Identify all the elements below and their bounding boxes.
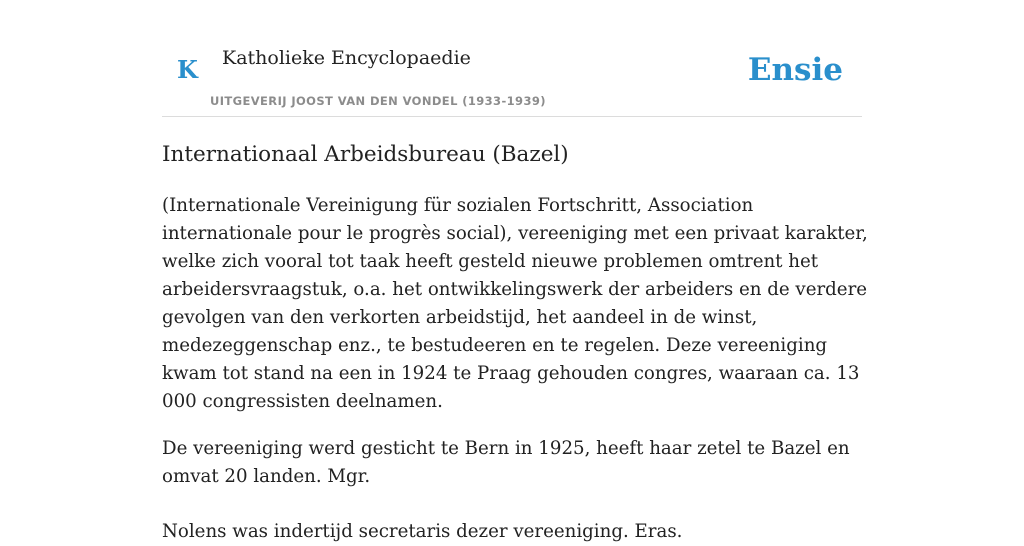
site-header bbox=[162, 0, 862, 117]
encyclopedia-title-link[interactable]: Katholieke Encyclopaedie bbox=[222, 47, 471, 69]
publisher-label: UITGEVERIJ JOOST VAN DEN VONDEL (1933-1939) bbox=[210, 94, 546, 108]
encyclopedia-logo-icon[interactable]: K bbox=[177, 55, 198, 84]
article-paragraph: Nolens was indertijd secretaris dezer vereeniging. Eras. bbox=[162, 521, 683, 542]
article-paragraph: (Internationale Vereinigung für sozialen Fortschritt, Association internationale pour le progrès social), vereeniging met een privaat karakter, welke zich vooral tot taak heeft gesteld nieuwe problemen omtrent het arbeidersvraagstuk, o.a. het ontwikkelingswerk der arbeiders en de verdere gevolgen van den verkorten arbeidstijd, het aandeel in de winst, medezeggenschap enz., te bestudeeren en te regelen. Deze vereeniging kwam tot stand na een in 1924 te Praag gehouden congres, waaraan ca. 13 000 congressisten deelnamen. bbox=[162, 195, 868, 412]
article-paragraph: De vereeniging werd gesticht te Bern in 1925, heeft haar zetel te Bazel en omvat 20 landen. Mgr. bbox=[162, 438, 850, 487]
ensie-logo-link[interactable]: Ensie bbox=[747, 52, 843, 88]
article-body bbox=[162, 192, 874, 546]
article-title: Internationaal Arbeidsbureau (Bazel) bbox=[162, 142, 569, 167]
